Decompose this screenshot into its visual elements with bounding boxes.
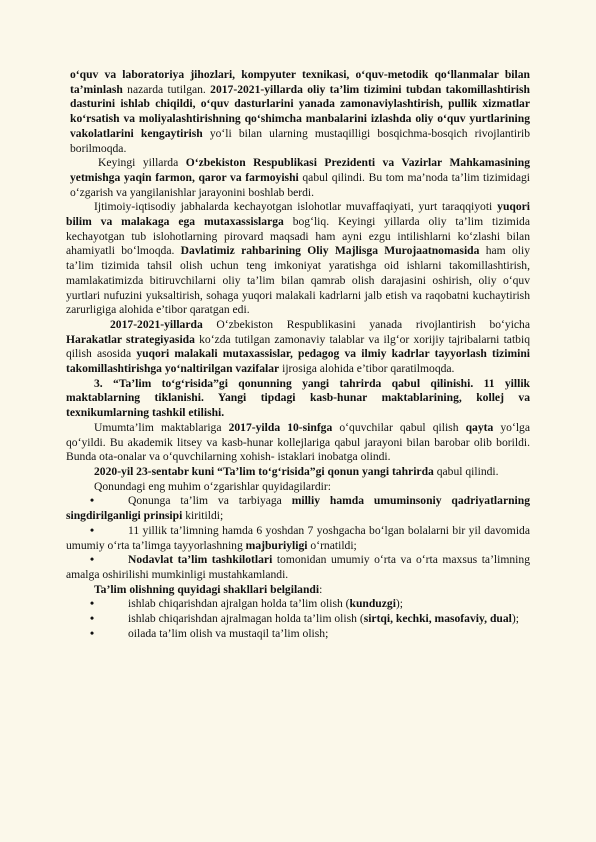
paragraph-forms-heading [66, 583, 530, 598]
bullet-icon: • [90, 612, 95, 626]
text: o‘quvchilar qabul qilish [332, 420, 466, 434]
text: O‘zbekiston Respublikasini yanada rivojlantirish bo‘yicha [202, 317, 530, 331]
bold-text: yuqori malakali mutaxassislar, pedagog va ilmiy kadrlar tayyorlash tizimini takomillashtirishga yo‘naltirilgan vazifalar [66, 347, 530, 376]
paragraph-reforms [66, 200, 530, 318]
list-item [66, 627, 530, 642]
bold-text: 2017-2021-yillarda [110, 317, 203, 331]
list-item [66, 494, 530, 523]
bullet-icon: • [90, 553, 95, 567]
text: oilada ta’lim olish va mustaqil ta’lim olish; [128, 626, 329, 640]
bold-text: 2017-yilda 10-sinfga [228, 420, 333, 434]
text: 11 yillik ta’limning hamda 6 yoshdan 7 yoshgacha bo‘lgan bolalarni bir yil davomida umumiy o‘rta ta’limga tayyorlashning [66, 523, 530, 552]
list-item [66, 553, 530, 582]
bold-text: 2017-2021-yillarda oliy ta’lim tizimini tubdan takomillashtirish dasturini ishlab chiqildi, o‘quv dasturlarini yanada zamonaviylashtirish, pullik xizmatlar ko‘rsatish va moliyalashtirishning qo‘shimcha manbalarini izlashda oliy o‘quv yurtlarining vakolatlarini kengaytirish [70, 82, 530, 140]
text: ); [511, 612, 519, 626]
section-heading-3 [66, 377, 530, 421]
list-item [66, 597, 530, 612]
bold-text: 2020-yil 23-sentabr kuni “Ta’lim to‘g‘risida”gi qonun yangi tahrirda [94, 464, 434, 478]
text: Ijtimoiy-iqtisodiy jabhalarda kechayotgan islohotlar muvaffaqiyati, yurt taraqqiyoti [94, 200, 498, 214]
text: ijrosiga alohida e’tibor qaratilmoqda. [279, 362, 455, 376]
bullet-icon: • [90, 597, 95, 611]
text: ); [395, 597, 404, 611]
text: ham oliy ta’lim tizimida tahsil olish uchun teng imkoniyat yaratishga oid ishlarni takomillashtirish, mamlakatimizda bitiruvchilarni oliy ta’lim bilan qamrab olish darajasini oshirish, oliy o‘quv yurtlari nufuzini yuksaltirish, sohaga yuqori malakali kadrlarni jalb etish va raqobatni kuchaytirish zarurligiga alohida e’tibor qaratgan edi. [66, 244, 531, 317]
bullet-icon: • [90, 626, 95, 640]
paragraph-schools [66, 421, 530, 465]
text: : [319, 582, 323, 596]
bold-text: yuqori bilim va malakaga ega mutaxassislarga [66, 200, 530, 229]
text: Qonunga ta’lim va tarbiyaga [128, 494, 292, 508]
bullet-icon: • [90, 494, 95, 508]
text: kiritildi; [182, 509, 224, 523]
bold-text: kunduzgi [349, 597, 396, 611]
bold-text: majburiyligi [245, 538, 308, 552]
bold-text: o‘quv va laboratoriya jihozlari, kompyuter texnikasi, o‘quv-metodik qo‘llanmalar bilan ta’minlash [70, 68, 530, 96]
text: ishlab chiqarishdan ajralmagan holda ta’lim olish ( [128, 612, 364, 626]
text: tomonidan umumiy o‘rta va o‘rta maxsus ta’limning amalga oshirilishi mumkinligi mustahkamlandi. [66, 553, 530, 581]
text: ishlab chiqarishdan ajralgan holda ta’lim olish ( [128, 597, 350, 611]
paragraph-funding [70, 68, 530, 156]
text: Umumta’lim maktablariga [94, 420, 229, 434]
text: ko‘zda tutilgan zamonaviy talablar va ilg‘or xorijiy tajribalarni tatbiq qilish asosida [66, 332, 530, 361]
text: qabul qilindi. [433, 464, 499, 478]
bold-text: sirtqi, kechki, masofaviy, dual [363, 612, 512, 626]
text: yo‘lga qo‘yildi. Bu akademik litsey va kasb-hunar kollejlariga qabul jarayoni bilan barobar olib borildi. Bunda ota-onalar va o‘quvchilarning xohish- istaklari inobatga olindi. [66, 420, 530, 464]
bold-text: 3. “Ta’lim to‘g‘risida”gi qonunning yangi tahrirda qabul qilinishi. 11 yillik maktablarning tiklanishi. Yangi tipdagi kasb-hunar maktablarining, kollej va texnikumlarning tashkil etilishi. [66, 376, 530, 420]
text: yo‘li bilan ularning mustaqilligi bosqichma-bosqich rivojlantirib borilmoqda. [70, 126, 530, 155]
list-item [66, 612, 530, 627]
bold-text: milliy hamda umuminsoniy qadriyatlarning singdirilganligi prinsipi [66, 494, 531, 523]
bold-text: O‘zbekiston Respublikasi Prezidenti va Vazirlar Mahkamasining yetmishga yaqin farmon, qaror va farmoyishi [70, 156, 530, 184]
bold-text: qayta [465, 420, 494, 434]
bold-text: Ta’lim olishning quyidagi shakllari belgilandi [94, 582, 320, 596]
bold-text: Davlatimiz rahbarining Oliy Majlisga Murojaatnomasida [180, 244, 480, 258]
text: Qonundagi eng muhim o‘zgarishlar quyidagilardir: [94, 479, 331, 493]
paragraph-changes-intro [66, 480, 530, 495]
paragraph-law-adopted [66, 465, 530, 480]
list-item [66, 524, 530, 553]
bold-text: Nodavlat ta’lim tashkilotlari [128, 553, 273, 567]
bold-text: Harakatlar strategiyasida [66, 332, 195, 346]
text: qabul qilindi. Bu tom ma’noda ta’lim tizimidagi o‘zgarish va yangilanishlar jarayonini boshlab berdi. [70, 170, 530, 199]
text: bog‘liq. Keyingi yillarda oliy ta’lim tizimida kechayotgan tub islohotlarning pirovard maqsadi ham ayni ezgu intilishlarni ko‘zlashi bilan ahamiyatli bo‘lmoqda. [66, 215, 530, 258]
text: o‘rnatildi; [307, 538, 357, 552]
paragraph-strategy [66, 318, 530, 377]
text: Keyingi yillarda [98, 156, 186, 170]
text: nazarda tutilgan. [122, 82, 211, 96]
paragraph-decrees [70, 156, 530, 200]
bullet-icon: • [90, 523, 95, 537]
